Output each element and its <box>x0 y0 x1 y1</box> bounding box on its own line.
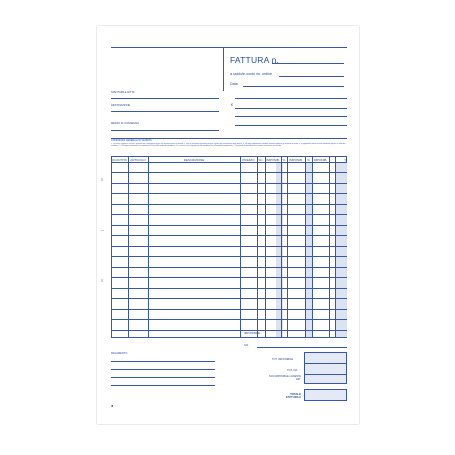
totals-box[interactable] <box>304 352 347 384</box>
payment-mode-line-1[interactable] <box>111 130 219 131</box>
table-row[interactable] <box>111 193 347 194</box>
payment-line-4[interactable] <box>111 385 215 386</box>
table-row[interactable] <box>111 319 347 320</box>
date-line[interactable] <box>243 86 344 87</box>
punch-mark-bottom: ≡ <box>101 278 104 283</box>
totals-box-rule-1 <box>304 363 347 364</box>
recipient-label: SPETTABILE DITTA <box>111 91 135 94</box>
col-percent-2: % <box>307 157 310 162</box>
table-row[interactable] <box>111 256 347 257</box>
top-rule <box>111 47 347 48</box>
conditions-title: CONDIZIONI GENERALI DI VENDITA <box>111 139 152 142</box>
destination-label: DESTINAZIONE <box>111 104 131 107</box>
table-row[interactable] <box>111 204 347 205</box>
totale-fattura-label: TOTALE FATTURA € <box>285 392 301 400</box>
payment-line-2[interactable] <box>111 369 215 370</box>
header-divider <box>223 47 224 91</box>
totals-box-rule-2 <box>304 374 347 375</box>
col-quantita: QUANTITA' <box>111 157 128 162</box>
payment-mode-label: MEZZO DI CONSEGNA <box>111 122 139 125</box>
col-sconto: SC. <box>258 157 264 162</box>
payment-line-1[interactable] <box>111 361 215 362</box>
col-imponibile-3: IMPONIB. <box>313 157 328 162</box>
conditions-text: 1. La merce viaggia a rischio e pericolo del Destinatario anche se venduta franco a destino. 2. Non si accettano reclami trascorsi 8 giorni dal ricevimento della merce. 3. Per ogni pagamento ritardato saranno applicati gli interessi di mora. 4. Il pagamento dovrà essere effettuato presso la sede del venditore. 5. Per ogni controversia è competente il Foro della sede del venditore. 6. La merce resta di proprietà del venditore fino al completo pagamento. 7. Eventuali reclami dovranno essere comunicati per iscritto. <box>111 143 346 148</box>
order-ref-line[interactable] <box>279 76 344 77</box>
non-imponibile-label: NON IMPONIBILE o ESENTE ART. <box>269 375 301 381</box>
punch-mark-top: ≡ <box>101 177 104 182</box>
date-label: Data <box>230 82 238 86</box>
table-row[interactable] <box>111 214 347 215</box>
tot-imponibile-label: TOT. IMPONIBILE <box>272 358 294 361</box>
iva-line <box>257 347 347 348</box>
col-articolo: ARTICOLO <box>130 157 146 162</box>
table-row[interactable] <box>111 235 347 236</box>
shade-col-2 <box>305 162 312 338</box>
col-descrizione: DESCRIZIONE <box>183 157 205 162</box>
punch-mark-middle: ─ <box>101 228 104 233</box>
currency-symbol: € <box>231 103 233 107</box>
tot-iva-label: TOT. IVA <box>287 369 298 372</box>
col-imponibile-1: IMPONIB. <box>266 157 280 162</box>
brand-mark-icon: ● <box>111 403 114 408</box>
table-row[interactable] <box>111 309 347 310</box>
order-ref-label: a saldo/in conto ns. ordine <box>230 72 272 76</box>
payment-mode-line-2[interactable] <box>235 125 347 126</box>
destination-line-3[interactable] <box>235 116 347 117</box>
invoice-number-line[interactable] <box>272 63 344 64</box>
table-row[interactable] <box>111 267 347 268</box>
iva-label: IVA <box>244 343 249 347</box>
col-imponibile-2: IMPONIB. <box>289 157 303 162</box>
table-row[interactable] <box>111 330 347 331</box>
col-percent-1: % <box>282 157 286 162</box>
table-row[interactable] <box>111 277 347 278</box>
payment-label: PAGAMENTO <box>111 352 128 355</box>
invoice-sheet <box>97 26 359 424</box>
col-percent-3: % <box>344 157 347 162</box>
table-row[interactable] <box>111 183 347 184</box>
destination-line-2[interactable] <box>235 108 347 109</box>
imponibile-line <box>265 337 347 338</box>
recipient-line-1[interactable] <box>111 98 219 99</box>
destination-line-1[interactable] <box>111 111 219 112</box>
col-prezzo: PREZZO <box>242 157 255 162</box>
recipient-line-2[interactable] <box>235 98 347 99</box>
table-row[interactable] <box>111 298 347 299</box>
table-row[interactable] <box>111 172 347 173</box>
shade-col-3 <box>335 162 347 338</box>
table-row[interactable] <box>111 288 347 289</box>
invoice-title: FATTURA n. <box>230 55 280 65</box>
totale-box[interactable] <box>304 389 347 401</box>
payment-line-3[interactable] <box>111 377 215 378</box>
table-row[interactable] <box>111 246 347 247</box>
imponibile-label: IMPONIBILE <box>244 331 261 335</box>
table-row[interactable] <box>111 225 347 226</box>
